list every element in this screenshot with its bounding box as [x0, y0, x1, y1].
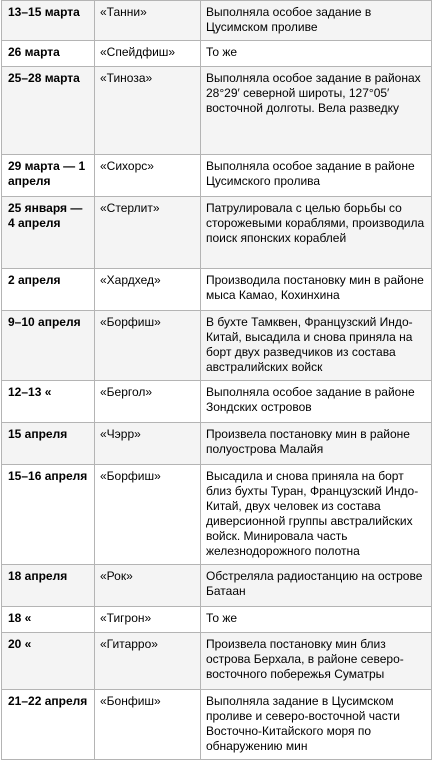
- task-cell: Выполняла задание в Цусимском проливе и северо-восточной части Восточно-Китайского моря по обнаружению мин: [201, 690, 432, 760]
- date-cell: 9–10 апреля: [2, 311, 95, 381]
- submarine-cell: «Бергол»: [95, 381, 201, 423]
- task-cell: Выполняла особое задание в Цусимском проливе: [201, 1, 432, 41]
- task-cell: То же: [201, 607, 432, 633]
- table-row: [2, 633, 432, 690]
- task-cell: Выполняла особое задание в районе Цусимского пролива: [201, 155, 432, 197]
- missions-table-body: [2, 1, 432, 760]
- table-row: [2, 423, 432, 465]
- submarine-cell: «Тигрон»: [95, 607, 201, 633]
- task-cell: Обстреляла радиостанцию на острове Батаан: [201, 565, 432, 607]
- table-row: [2, 465, 432, 565]
- task-cell: Высадила и снова приняла на борт близ бухты Туран, Французский Индо-Китай, двух человек из состава диверсионной группы австралийских войск. Минировала часть железнодорожного полотна: [201, 465, 432, 565]
- submarine-cell: «Бонфиш»: [95, 690, 201, 760]
- date-cell: 15–16 апреля: [2, 465, 95, 565]
- submarine-cell: «Хардхед»: [95, 269, 201, 311]
- submarine-cell: «Сихорс»: [95, 155, 201, 197]
- date-cell: 25 января — 4 апреля: [2, 197, 95, 269]
- date-cell: 12–13 «: [2, 381, 95, 423]
- task-cell: Произвела постановку мин в районе полуострова Малайя: [201, 423, 432, 465]
- date-cell: 18 апреля: [2, 565, 95, 607]
- submarine-cell: «Стерлит»: [95, 197, 201, 269]
- date-cell: 18 «: [2, 607, 95, 633]
- task-cell: Патрулировала с целью борьбы со сторожевыми кораблями, производила поиск японских кораблей: [201, 197, 432, 269]
- table-row: [2, 311, 432, 381]
- table-row: [2, 67, 432, 155]
- table-row: [2, 155, 432, 197]
- date-cell: 25–28 марта: [2, 67, 95, 155]
- submarine-cell: «Борфиш»: [95, 311, 201, 381]
- date-cell: 21–22 апреля: [2, 690, 95, 760]
- date-cell: 20 «: [2, 633, 95, 690]
- submarine-cell: «Рок»: [95, 565, 201, 607]
- date-cell: 29 марта — 1 апреля: [2, 155, 95, 197]
- task-cell: Выполняла особое задание в районе Зондских островов: [201, 381, 432, 423]
- task-cell: То же: [201, 41, 432, 67]
- table-row: [2, 41, 432, 67]
- submarine-cell: «Чэрр»: [95, 423, 201, 465]
- task-cell: Производила постановку мин в районе мыса Камао, Кохинхина: [201, 269, 432, 311]
- date-cell: 2 апреля: [2, 269, 95, 311]
- table-row: [2, 565, 432, 607]
- task-cell: В бухте Тамквен, Французский Индо-Китай, высадила и снова приняла на борт двух разведчиков из состава австралийских войск: [201, 311, 432, 381]
- date-cell: 15 апреля: [2, 423, 95, 465]
- submarine-cell: «Гитарро»: [95, 633, 201, 690]
- task-cell: Произвела постановку мин близ острова Берхала, в районе северо-восточного побережья Суматры: [201, 633, 432, 690]
- table-row: [2, 269, 432, 311]
- table-row: [2, 1, 432, 41]
- date-cell: 13–15 марта: [2, 1, 95, 41]
- missions-table: [1, 0, 432, 760]
- table-row: [2, 197, 432, 269]
- submarine-cell: «Борфиш»: [95, 465, 201, 565]
- submarine-cell: «Танни»: [95, 1, 201, 41]
- submarine-cell: «Тиноза»: [95, 67, 201, 155]
- table-row: [2, 690, 432, 760]
- task-cell: Выполняла особое задание в районах 28°29′ северной широты, 127°05′ восточной долготы. Вела разведку: [201, 67, 432, 155]
- table-row: [2, 607, 432, 633]
- date-cell: 26 марта: [2, 41, 95, 67]
- table-row: [2, 381, 432, 423]
- submarine-cell: «Спейдфиш»: [95, 41, 201, 67]
